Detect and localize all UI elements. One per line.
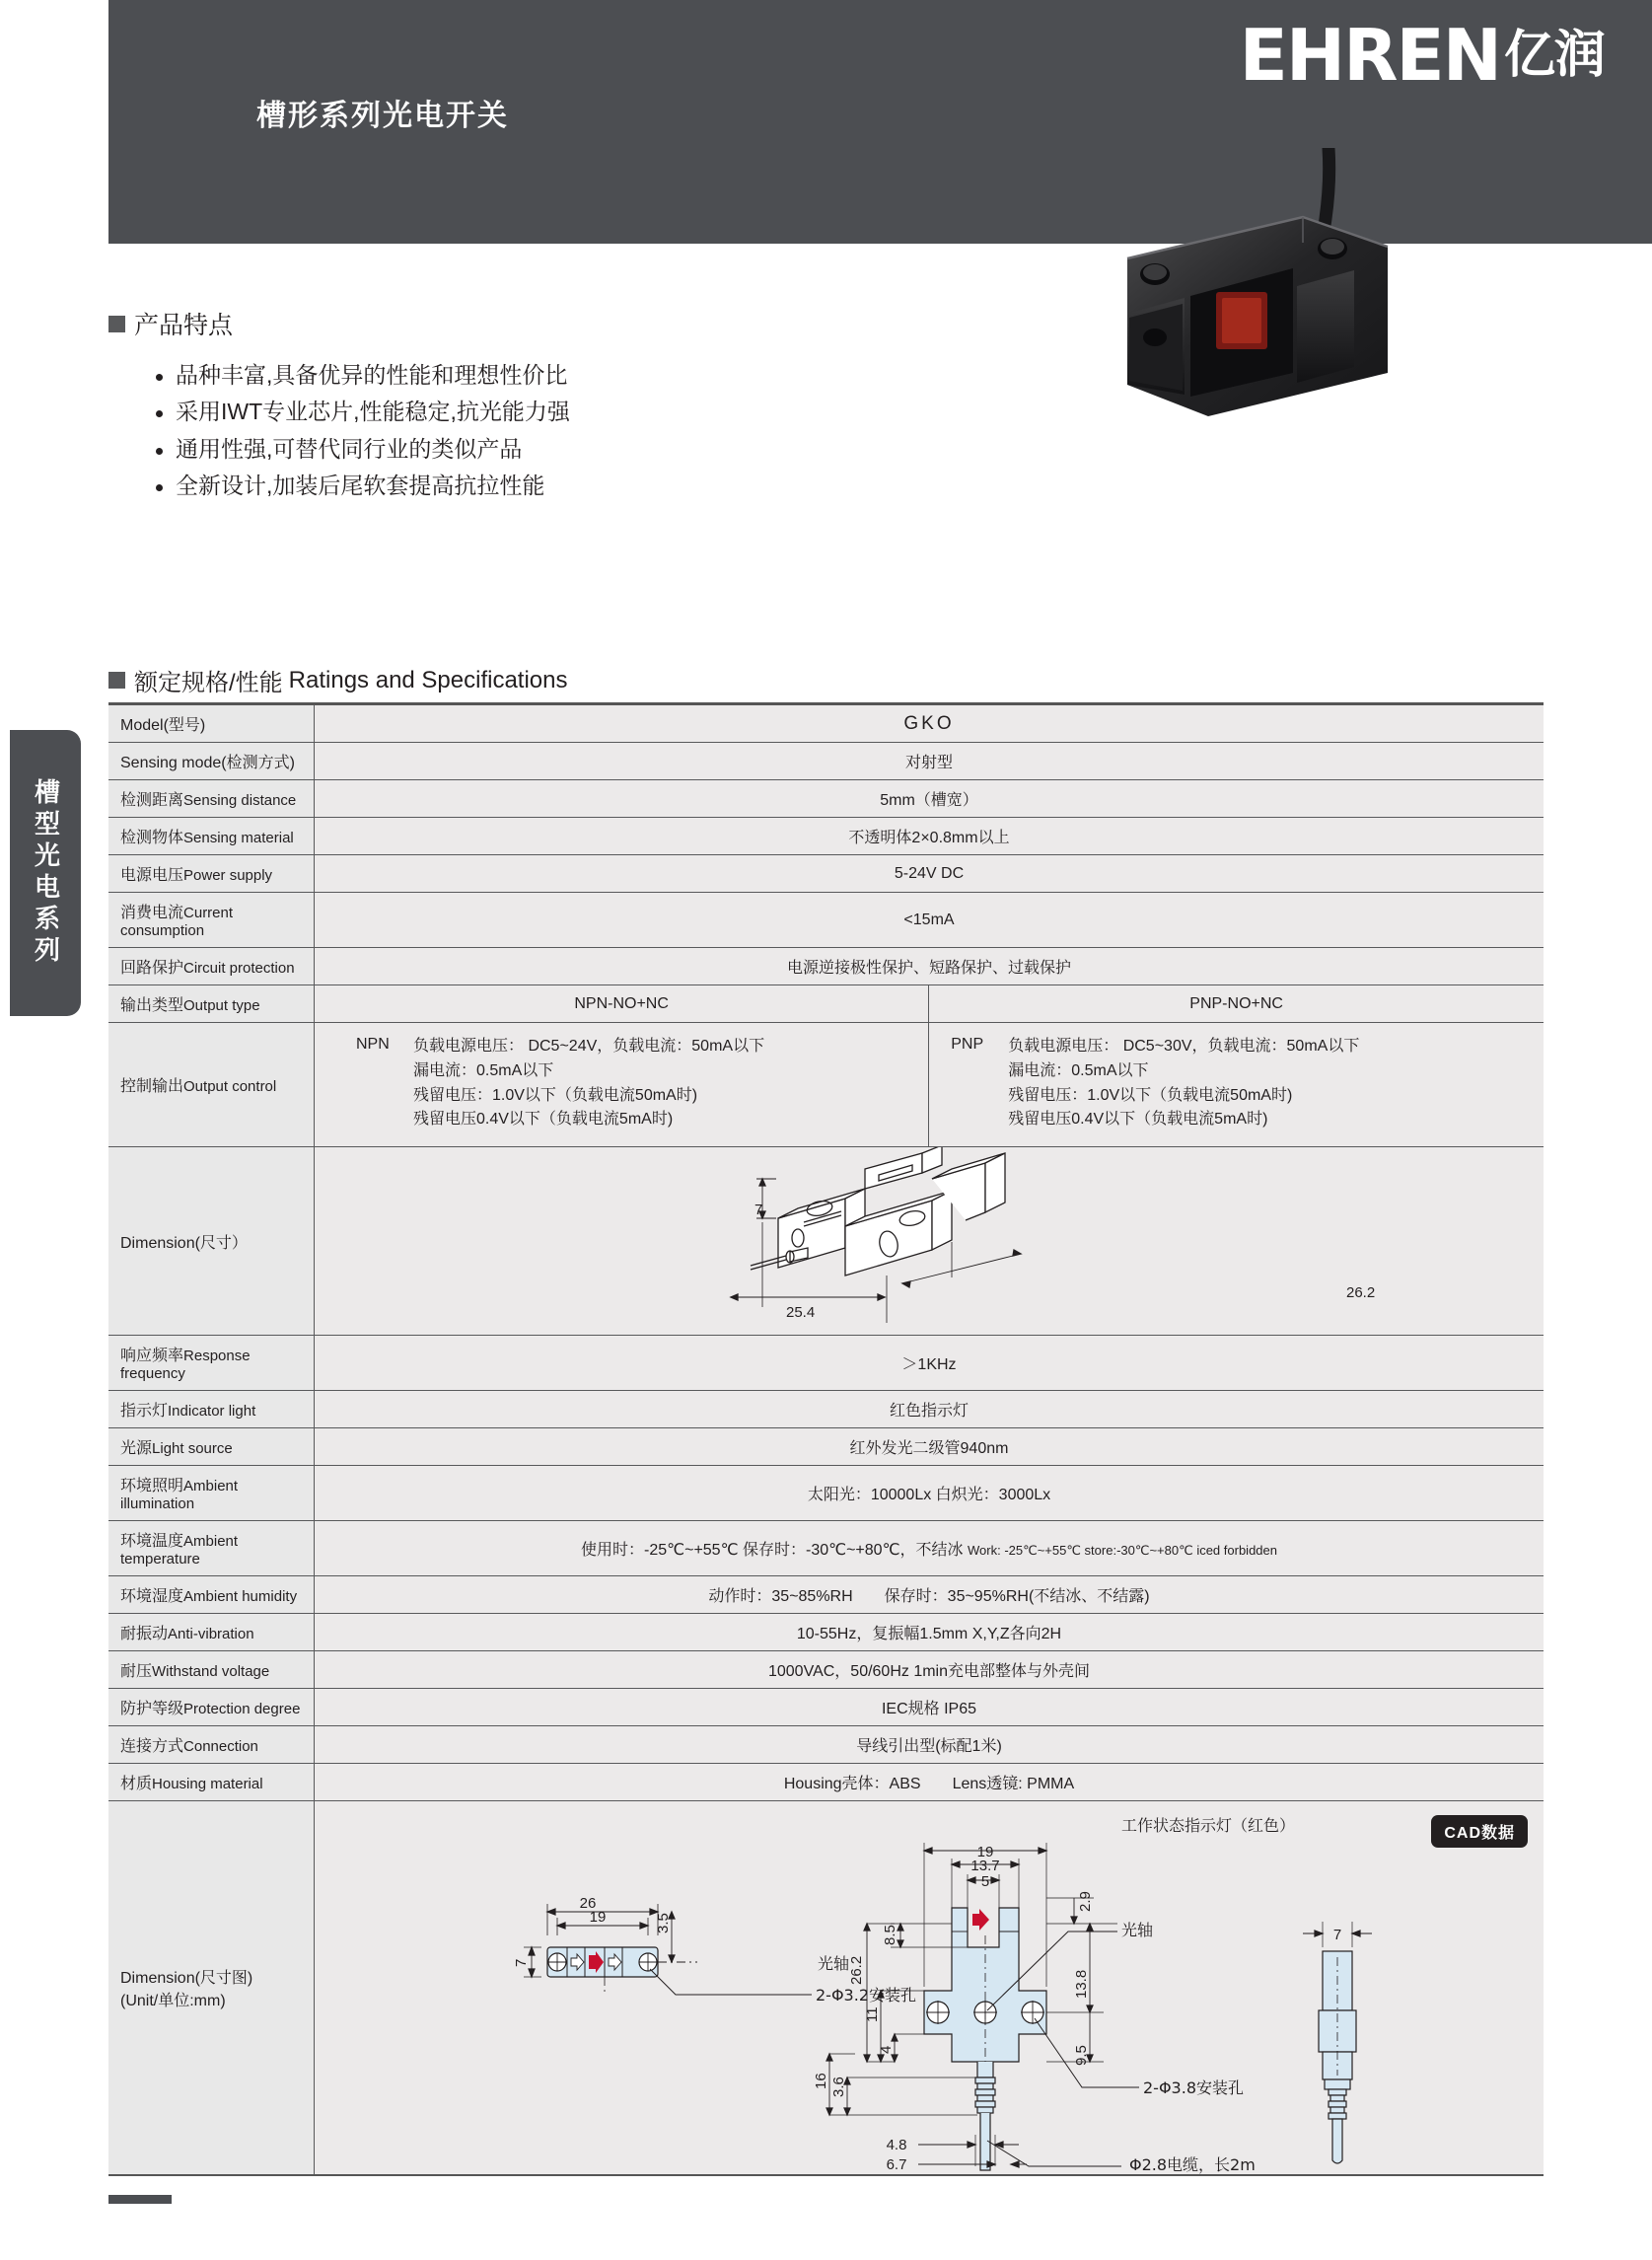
iso-dim-25-4: 25.4	[786, 1304, 816, 1322]
footer-rule	[108, 2195, 172, 2204]
row-value-power-supply: 5-24V DC	[315, 855, 1544, 893]
row-value-dimension-iso-drawing	[315, 1147, 1544, 1336]
row-value-current-consumption: <15mA	[315, 893, 1544, 948]
table-row	[108, 1726, 1544, 1764]
row-label-ambient-temperature: 环境温度Ambient temperature	[108, 1521, 315, 1576]
row-value-protection-degree: IEC规格 IP65	[315, 1689, 1544, 1726]
brand-logo	[1239, 14, 1605, 97]
table-row	[108, 1801, 1544, 2176]
row-value-sensing-material: 不透明体2×0.8mm以上	[315, 818, 1544, 855]
row-value-output-type-npn: NPN-NO+NC	[315, 985, 929, 1023]
row-label-model: Model(型号)	[108, 704, 315, 743]
row-value-response-frequency: ＞1KHz	[315, 1336, 1544, 1391]
features-list	[154, 357, 819, 504]
table-row	[108, 704, 1544, 743]
cad-data-badge[interactable]: CAD数据	[1431, 1815, 1528, 1848]
table-row	[108, 893, 1544, 948]
product-features-section	[108, 306, 819, 504]
row-value-withstand-voltage: 1000VAC，50/60Hz 1min充电部整体与外壳间	[315, 1651, 1544, 1689]
row-label-dimension-drawing: Dimension(尺寸图) (Unit/单位:mm)	[108, 1801, 315, 2176]
cad-front-axis-label: 光轴	[1121, 1921, 1154, 1940]
cad-led-label: 工作状态指示灯（红色）	[1121, 1816, 1296, 1836]
side-tab-series	[10, 730, 81, 1016]
row-label-ambient-humidity: 环境湿度Ambient humidity	[108, 1576, 315, 1614]
row-label-output-control: 控制输出Output control	[108, 1023, 315, 1147]
npn-tag: NPN	[356, 1036, 390, 1053]
ambient-temp-en: Work: -25℃~+55℃ store:-30℃~+80℃ iced forbidden	[968, 1543, 1277, 1559]
cad-front-dim-4: 4	[878, 2045, 895, 2055]
cad-front-dim-4-8: 4.8	[886, 2137, 907, 2154]
row-label-power-supply: 电源电压Power supply	[108, 855, 315, 893]
row-label-connection: 连接方式Connection	[108, 1726, 315, 1764]
table-row	[108, 1023, 1544, 1147]
row-label-light-source: 光源Light source	[108, 1428, 315, 1466]
list-item: 通用性强,可替代同行业的类似产品	[154, 431, 819, 468]
npn-line: 负载电源电压： DC5~24V，负载电流：50mA以下	[413, 1038, 765, 1055]
table-row	[108, 1614, 1544, 1651]
cad-front-hole-label: 2-Φ3.8安装孔	[1143, 2078, 1244, 2098]
row-value-housing-material: Housing壳体：ABS Lens透镜: PMMA	[315, 1764, 1544, 1801]
table-row	[108, 855, 1544, 893]
page-title: 槽形系列光电开关	[256, 99, 509, 133]
row-label-output-type: 输出类型Output type	[108, 985, 315, 1023]
row-value-ambient-humidity: 动作时：35~85%RH 保存时：35~95%RH(不结冰、不结露)	[315, 1576, 1544, 1614]
cad-front-dim-11: 11	[864, 2006, 881, 2023]
table-row	[108, 780, 1544, 818]
table-row	[108, 1651, 1544, 1689]
cad-front-dim-3-6: 3.6	[830, 2077, 847, 2098]
table-row	[108, 1521, 1544, 1576]
list-item: 采用IWT专业芯片,性能稳定,抗光能力强	[154, 394, 819, 430]
table-row	[108, 1466, 1544, 1521]
table-row	[108, 1428, 1544, 1466]
row-label-protection-degree: 防护等级Protection degree	[108, 1689, 315, 1726]
square-bullet-icon	[108, 672, 125, 689]
row-value-circuit-protection: 电源逆接极性保护、短路保护、过载保护	[315, 948, 1544, 985]
ratings-heading-cn: 额定规格/性能	[134, 670, 283, 696]
cad-front-dim-8-5: 8.5	[882, 1925, 898, 1946]
row-label-withstand-voltage: 耐压Withstand voltage	[108, 1651, 315, 1689]
row-label-housing-material: 材质Housing material	[108, 1764, 315, 1801]
table-row	[108, 1689, 1544, 1726]
cad-left-hole-label: 2-Φ3.2安装孔	[816, 1986, 916, 2005]
cad-front-dim-19: 19	[976, 1844, 994, 1861]
ratings-heading-en: Ratings and Specifications	[288, 666, 568, 693]
cad-left-dim-26: 26	[579, 1895, 597, 1913]
side-tab-label: 槽型光电系列	[30, 778, 60, 968]
pnp-line: 残留电压0.4V以下（负载电流5mA时)	[1008, 1111, 1268, 1129]
pnp-line: 漏电流：0.5mA以下	[1008, 1061, 1149, 1079]
row-label-dimension: Dimension(尺寸）	[108, 1147, 315, 1336]
cad-right-dim-7: 7	[1332, 1927, 1342, 1944]
pnp-line: 残留电压：1.0V以下（负载电流50mA时)	[1008, 1086, 1293, 1104]
row-value-output-type-pnp: PNP-NO+NC	[929, 985, 1544, 1023]
row-value-ambient-temperature	[315, 1521, 1544, 1576]
cad-front-dim-6-7: 6.7	[886, 2156, 907, 2174]
row-value-cad-drawing	[315, 1801, 1544, 2176]
row-value-sensing-mode: 对射型	[315, 743, 1544, 780]
row-label-response-frequency: 响应频率Response frequency	[108, 1336, 315, 1391]
row-value-output-control-npn	[315, 1023, 929, 1147]
row-value-output-control-pnp	[929, 1023, 1544, 1147]
product-photo	[1100, 148, 1514, 572]
iso-dim-26-2: 26.2	[1346, 1284, 1376, 1302]
npn-line: 漏电流：0.5mA以下	[413, 1061, 554, 1079]
npn-line: 残留电压0.4V以下（负载电流5mA时)	[413, 1111, 674, 1129]
table-row	[108, 1764, 1544, 1801]
row-value-model: GKO	[315, 704, 1544, 743]
square-bullet-icon	[108, 316, 125, 332]
cad-front-dim-13-8: 13.8	[1073, 1969, 1090, 2000]
list-item: 全新设计,加装后尾软套提高抗拉性能	[154, 468, 819, 504]
row-value-anti-vibration: 10-55Hz，复振幅1.5mm X,Y,Z各向2H	[315, 1614, 1544, 1651]
cad-left-dim-3-5: 3.5	[655, 1913, 672, 1934]
row-label-current-consumption: 消费电流Current consumption	[108, 893, 315, 948]
features-heading-label: 产品特点	[134, 312, 234, 339]
cad-front-dim-2-9: 2.9	[1077, 1891, 1094, 1913]
npn-line: 残留电压：1.0V以下（负载电流50mA时)	[413, 1086, 698, 1104]
row-value-sensing-distance: 5mm（槽宽）	[315, 780, 1544, 818]
table-row	[108, 1391, 1544, 1428]
specifications-table	[108, 702, 1544, 2176]
row-label-sensing-distance: 检测距离Sensing distance	[108, 780, 315, 818]
row-value-ambient-illumination: 太阳光：10000Lx 白炽光：3000Lx	[315, 1466, 1544, 1521]
logo-wordmark: EHREN	[1239, 14, 1500, 97]
table-row	[108, 743, 1544, 780]
features-heading	[108, 306, 819, 341]
cad-front-dim-13-7: 13.7	[970, 1858, 1000, 1875]
pnp-tag: PNP	[951, 1036, 984, 1053]
cad-front-dim-26-2: 26.2	[848, 1955, 865, 1986]
list-item: 品种丰富,具备优异的性能和理想性价比	[154, 357, 819, 394]
row-label-circuit-protection: 回路保护Circuit protection	[108, 948, 315, 985]
iso-dimension-drawing	[315, 1147, 1556, 1335]
row-label-ambient-illumination: 环境照明Ambient illumination	[108, 1466, 315, 1521]
ratings-heading	[108, 663, 568, 697]
cad-left-axis-label: 光轴	[818, 1954, 850, 1974]
row-value-light-source: 红外发光二级管940nm	[315, 1428, 1544, 1466]
row-value-connection: 导线引出型(标配1米)	[315, 1726, 1544, 1764]
cad-front-dim-16: 16	[813, 2073, 829, 2090]
cad-dimension-drawing	[315, 1801, 1556, 2174]
table-row	[108, 818, 1544, 855]
pnp-line: 负载电源电压： DC5~30V，负载电流：50mA以下	[1008, 1038, 1360, 1055]
row-label-sensing-mode: Sensing mode(检测方式)	[108, 743, 315, 780]
cad-front-dim-5: 5	[980, 1873, 990, 1891]
ambient-temp-cn: 使用时：-25℃~+55℃ 保存时：-30℃~+80℃，不结冰	[581, 1542, 964, 1560]
table-row	[108, 1576, 1544, 1614]
table-row	[108, 1336, 1544, 1391]
row-label-sensing-material: 检测物体Sensing material	[108, 818, 315, 855]
cad-left-dim-7: 7	[513, 1958, 530, 1968]
table-row	[108, 1147, 1544, 1336]
cad-cable-label: Φ2.8电缆，长2m	[1129, 2155, 1256, 2175]
row-label-indicator-light: 指示灯Indicator light	[108, 1391, 315, 1428]
row-label-anti-vibration: 耐振动Anti-vibration	[108, 1614, 315, 1651]
iso-dim-7: 7	[754, 1202, 763, 1219]
cad-left-dim-19: 19	[589, 1909, 607, 1927]
cad-front-dim-9-5: 9.5	[1073, 2045, 1090, 2067]
table-row	[108, 985, 1544, 1023]
row-value-indicator-light: 红色指示灯	[315, 1391, 1544, 1428]
logo-chinese-name: 亿润	[1503, 27, 1605, 84]
table-row	[108, 948, 1544, 985]
